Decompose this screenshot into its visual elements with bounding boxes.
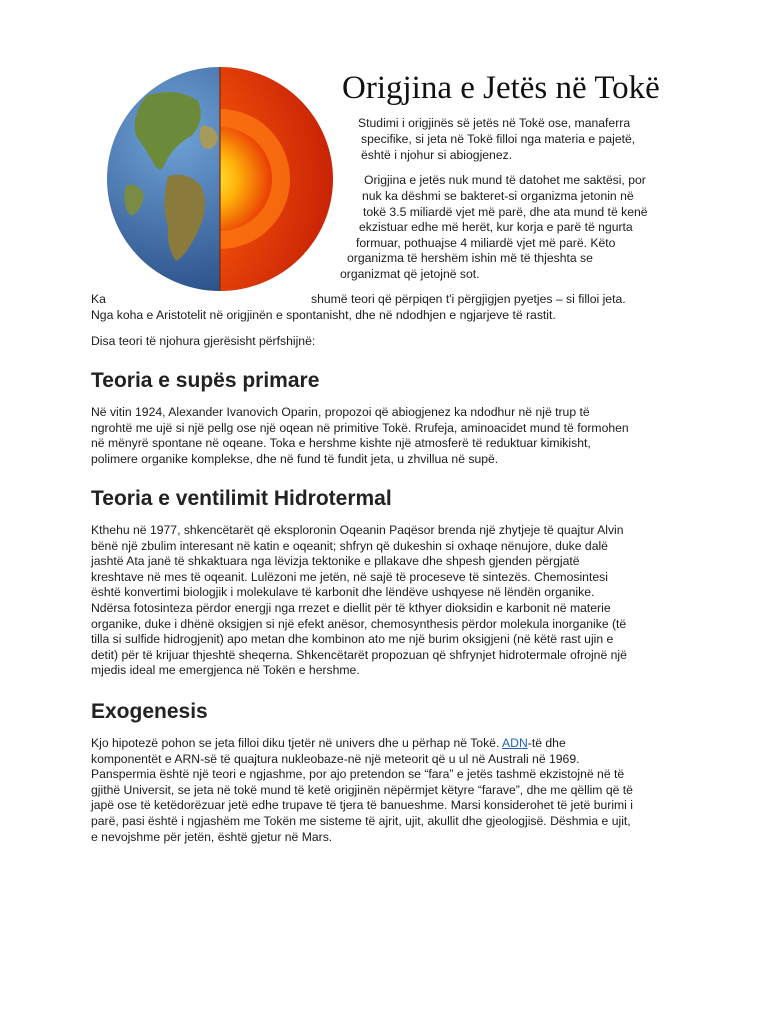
text-line: gjithë Universit, se jeta në tokë mund të ketë origjinën nëpërmjet këtyre “farave”, dhe me qëllim që të — [91, 782, 633, 797]
age-line: organizma të hershëm ishin më të thjeshta se — [347, 251, 593, 265]
intro-line: është i njohur si abiogjenez. — [361, 148, 513, 162]
text-line: mjedis ideal me emergjenca në Tokën e hershme. — [91, 663, 360, 678]
section-body-exogenesis — [91, 736, 691, 845]
age-line: tokë 3.5 miliardë vjet më parë, dhe ata mund të kenë — [363, 205, 648, 219]
earth-cutaway-image — [106, 66, 334, 292]
text-line: është konvertimi biologjik i molekulave të karbonit dhe lëndëve ushqyese në lëndën organike. — [91, 585, 595, 600]
text-line: jashtë Ata janë të shkaktuara nga lëvizja tektonike e pllakave dhe shpesh gjenden përgjatë — [91, 554, 580, 569]
text-line: kreshtave në mes të oqeanit. Lulëzoni me jetën, në sajë të proceseve të sintezës. Chemosintesi — [91, 569, 608, 584]
text-line: Ndërsa fotosinteza përdor energji nga rrezet e diellit për të kthyer dioksidin e karbonit në materie — [91, 600, 611, 615]
section-body-hydrothermal — [91, 523, 691, 679]
page-title: Origjina e Jetës në Tokë — [342, 70, 660, 106]
age-line: Origjina e jetës nuk mund të datohet me saktësi, por — [364, 173, 646, 187]
intro-line: specifike, si jeta në Tokë filloi nga materia e pajetë, — [361, 132, 636, 146]
age-line: nuk ka dëshmi se bakteret-si organizma jetonin në — [362, 189, 634, 203]
text-fragment: -të dhe — [527, 736, 566, 750]
many-theories-line: Nga koha e Aristotelit në origjinën e spontanisht, dhe në ndodhjen e ngjarjeve të rastit. — [91, 308, 556, 322]
text-line: polimere organike komplekse, dhe në fund të fundit jeta, u zhvillua në supë. — [91, 451, 499, 466]
age-line: ekzistuar edhe më herët, kur korja e parë të ngurta — [359, 220, 633, 234]
text-line: Në vitin 1924, Alexander Ivanovich Oparin, propozoi që abiogjenez ka ndodhur në një trup të — [91, 405, 590, 419]
text-line: bënë një zbulim interesant në katin e oqeanit; shfryn që dukeshin si oxhaqe nënujore, duke dalë — [91, 538, 608, 553]
section-body-primordial-soup — [91, 405, 691, 467]
text-line — [91, 736, 691, 752]
text-line: Kthehu në 1977, shkencëtarët që eksploronin Oqeanin Paqësor brenda një zhytjeje të quajtur Alvin — [91, 523, 624, 537]
known-theories-text: Disa teori të njohura gjerësisht përfshijnë: — [91, 334, 316, 348]
text-line: japë ose të ketëdorëzuar jetë edhe trupave të tjera të banueshme. Marsi konsiderohet të jetë burimi i — [91, 798, 633, 813]
section-heading-exogenesis: Exogenesis — [91, 700, 208, 723]
text-line: detit) për të krijuar thjeshtë sheqerna. Shkencëtarët propozuan që shfrynjet hidrotermale ofrojnë një — [91, 647, 627, 662]
text-line: e nevojshme për jetën, është gjetur në Mars. — [91, 829, 333, 844]
many-theories-prefix: Ka — [91, 292, 106, 306]
text-line: parë, pasi është i ngjashëm me Tokën me sisteme të ajrit, ujit, akullit dhe gjeologjisë. Dëshmia e ujit, — [91, 813, 631, 828]
adn-link[interactable]: ADN — [502, 736, 528, 750]
section-heading-hydrothermal: Teoria e ventilimit Hidrotermal — [91, 487, 392, 510]
text-fragment: Kjo hipotezë pohon se jeta filloi diku tjetër në univers dhe u përhap në Tokë. — [91, 736, 503, 750]
text-line: Panspermia është një teori e ngjashme, por ajo pretendon se “fara” e jetës tashmë ekzistojnë në të — [91, 767, 625, 782]
age-line: organizmat që jetojnë sot. — [340, 267, 480, 281]
many-theories-line: shumë teori që përpiqen t'i përgjigjen pyetjes – si filloi jeta. — [311, 292, 626, 306]
text-line: tilla si sulfide hidrogjenit) apo metan dhe kombinon ato me një burim oksigjeni (në këtë rast ujin e — [91, 632, 614, 647]
text-line: organike, duke i dhënë oksigjen si një efekt anësor, chemosynthesis përdor molekula inorganike (të — [91, 616, 627, 631]
section-heading-primordial-soup: Teoria e supës primare — [91, 369, 320, 392]
text-line: në mënyrë spontane në oqeane. Toka e hershme kishte një atmosferë të reduktuar kimikisht, — [91, 436, 591, 451]
text-line: komponentët e ARN-së të quajtura nukleobaze-në një meteorit që u ul në Australi në 1969. — [91, 751, 580, 766]
intro-line: Studimi i origjinës së jetës në Tokë ose, manaferra — [358, 116, 631, 130]
age-line: formuar, pothuajse 4 miliardë vjet më parë. Këto — [356, 236, 616, 250]
text-line: ngrohtë me ujë si një pellg ose një oqean në primitive Tokë. Rrufeja, aminoacidet mund të formohen — [91, 420, 629, 435]
